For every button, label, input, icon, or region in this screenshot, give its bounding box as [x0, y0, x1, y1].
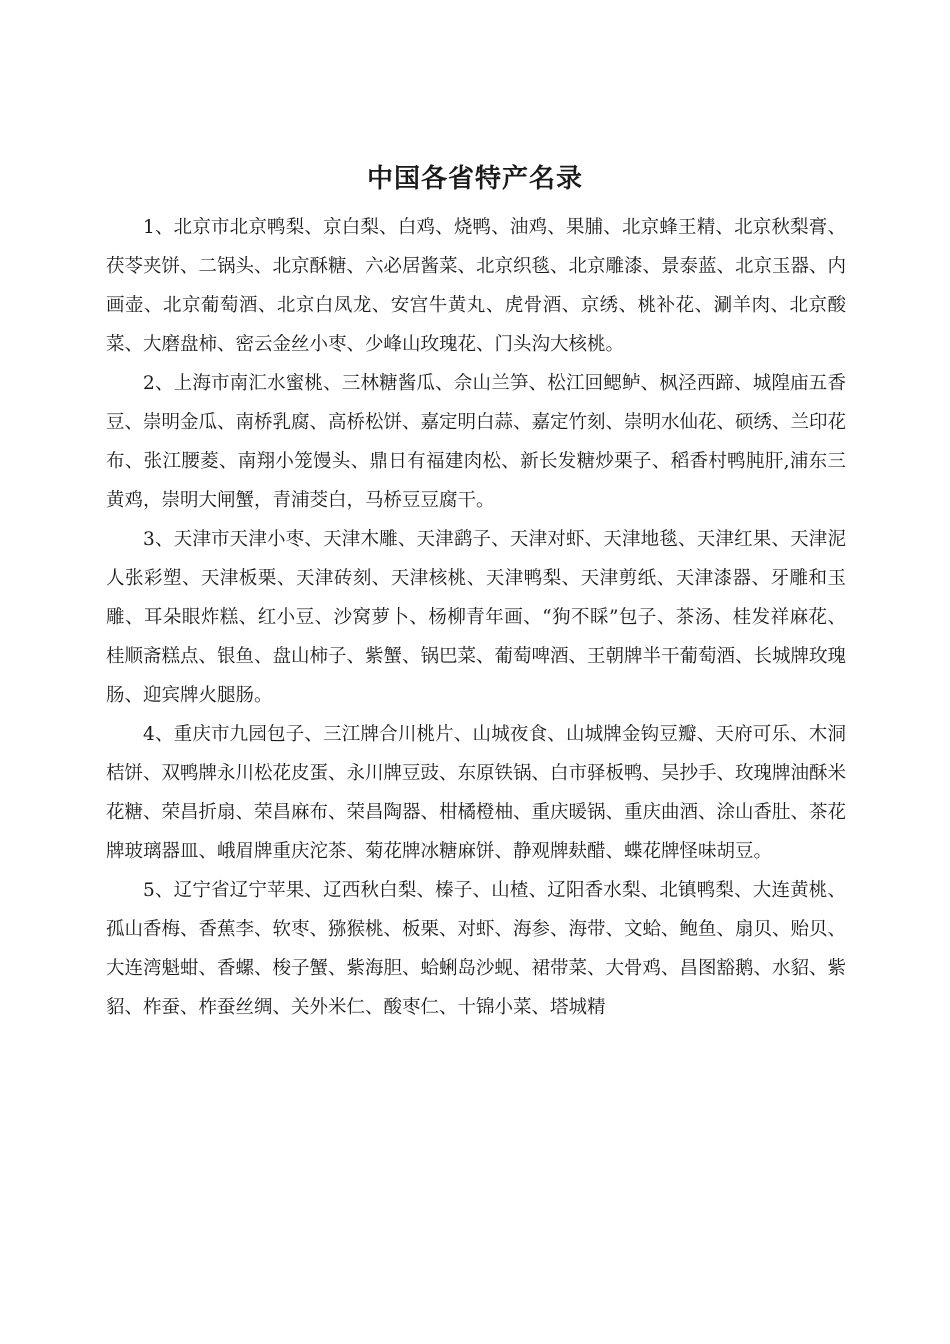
document-title: 中国各省特产名录: [366, 164, 583, 195]
paragraph-beijing: 1、北京市北京鸭梨、京白梨、白鸡、烧鸭、油鸡、果脯、北京蜂王精、北京秋梨膏、茯苓夹饼、二锅头、北京酥糖、六必居酱菜、北京织毯、北京雕漆、景泰蓝、北京玉器、内画壶、北京葡萄酒、北京白凤龙、安宫牛黄丸、虎骨酒、京绣、桃补花、涮羊肉、北京酸菜、大磨盘柿、密云金丝小枣、少峰山玫瑰花、门头沟大核桃。: [106, 217, 847, 355]
paragraph-tianjin: 3、天津市天津小枣、天津木雕、天津鹞子、天津对虾、天津地毯、天津红果、天津泥人张彩塑、天津板栗、天津砖刻、天津核桃、天津鸭梨、天津剪纸、天津漆器、牙雕和玉雕、耳朵眼炸糕、红小豆、沙窝萝卜、杨柳青年画、“狗不睬”包子、茶汤、桂发祥麻花、桂顺斋糕点、银鱼、盘山柿子、紫蟹、锅巴菜、葡萄啤酒、王朝牌半干葡萄酒、长城牌玫瑰肠、迎宾牌火腿肠。: [106, 529, 847, 706]
paragraph-liaoning: 5、辽宁省辽宁苹果、辽西秋白梨、榛子、山楂、辽阳香水梨、北镇鸭梨、大连黄桃、孤山香梅、香蕉李、软枣、猕猴桃、板栗、对虾、海参、海带、文蛤、鲍鱼、扇贝、贻贝、大连湾魁蚶、香螺、梭子蟹、紫海胆、蛤蜊岛沙蚬、裙带菜、大骨鸡、昌图豁鹅、水貂、紫貂、柞蚕、柞蚕丝绸、关外米仁、酸枣仁、十锦小菜、塔城精: [106, 880, 847, 1018]
paragraph-chongqing: 4、重庆市九园包子、三江牌合川桃片、山城夜食、山城牌金钩豆瓣、天府可乐、木洞桔饼、双鸭牌永川松花皮蛋、永川牌豆豉、东原铁锅、白市驿板鸭、吴抄手、玫瑰牌油酥米花糖、荣昌折扇、荣昌麻布、荣昌陶器、柑橘橙柚、重庆暖锅、重庆曲酒、涂山香肚、茶花牌玻璃器皿、峨眉牌重庆沱茶、菊花牌冰糖麻饼、静观牌麸醋、蝶花牌怪味胡豆。: [106, 724, 847, 862]
document-body: [106, 208, 846, 1027]
paragraph-shanghai: 2、上海市南汇水蜜桃、三林糖酱瓜、佘山兰笋、松江回鳃鲈、枫泾西蹄、城隍庙五香豆、崇明金瓜、南桥乳腐、高桥松饼、嘉定明白蒜、嘉定竹刻、崇明水仙花、硕绣、兰印花布、张江腰菱、南翔小笼馒头、鼎日有福建肉松、新长发糖炒栗子、稻香村鸭肫肝,浦东三黄鸡，崇明大闸蟹，青浦茭白，马桥豆豆腐干。: [106, 373, 847, 511]
